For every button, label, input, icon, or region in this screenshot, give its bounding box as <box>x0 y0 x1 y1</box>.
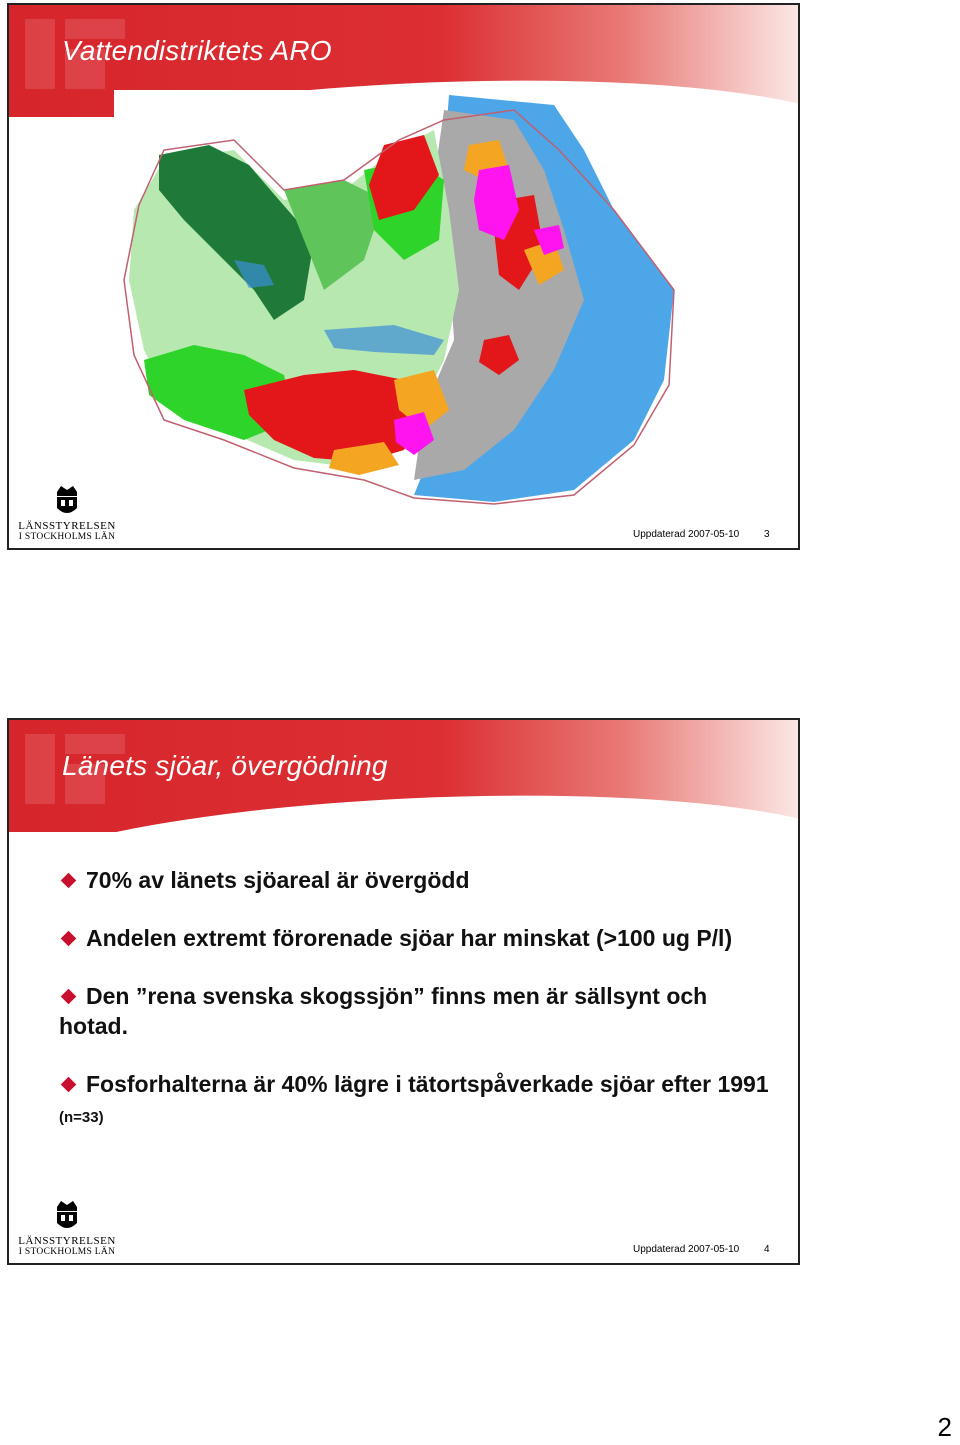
slide-number: 3 <box>764 529 770 540</box>
crown-crest-icon <box>54 1197 80 1233</box>
lansstyrelsen-logo <box>17 1197 117 1257</box>
slide-3 <box>7 3 800 550</box>
slide-number: 4 <box>764 1244 770 1255</box>
bullet-text: Fosforhalterna är 40% lägre i tätortspåverkade sjöar efter 1991 <box>86 1071 769 1097</box>
logo-line2: I STOCKHOLMS LÄN <box>18 1247 116 1257</box>
slide-4 <box>7 718 800 1265</box>
bullet-text: Den ”rena svenska skogssjön” finns men är sällsynt och hotad. <box>59 983 708 1039</box>
diamond-bullet-icon <box>61 989 77 1005</box>
bullet-note: (n=33) <box>59 1109 104 1126</box>
bullet-text: 70% av länets sjöareal är övergödd <box>86 867 470 893</box>
crown-crest-icon <box>54 482 80 518</box>
bullet-item <box>59 1069 779 1133</box>
bullet-list <box>59 865 779 1161</box>
page-number: 2 <box>937 1412 952 1442</box>
logo-line2: I STOCKHOLMS LÄN <box>18 532 116 542</box>
bullet-item <box>59 865 779 895</box>
lansstyrelsen-logo <box>17 482 117 542</box>
logo-line1: LÄNSSTYRELSEN <box>18 1235 116 1247</box>
bullet-item <box>59 923 779 953</box>
bullet-text: Andelen extremt förorenade sjöar har minskat (>100 ug P/l) <box>86 925 733 951</box>
slide-title: Länets sjöar, övergödning <box>62 750 388 781</box>
bullet-item <box>59 981 779 1041</box>
diamond-bullet-icon <box>61 931 77 947</box>
water-district-map <box>114 90 689 505</box>
diamond-bullet-icon <box>61 873 77 889</box>
footer-updated: Uppdaterad 2007-05-10 <box>633 1244 740 1255</box>
slide-title: Vattendistriktets ARO <box>62 35 332 66</box>
logo-line1: LÄNSSTYRELSEN <box>18 520 116 532</box>
diamond-bullet-icon <box>61 1077 77 1093</box>
footer-updated: Uppdaterad 2007-05-10 <box>633 529 740 540</box>
